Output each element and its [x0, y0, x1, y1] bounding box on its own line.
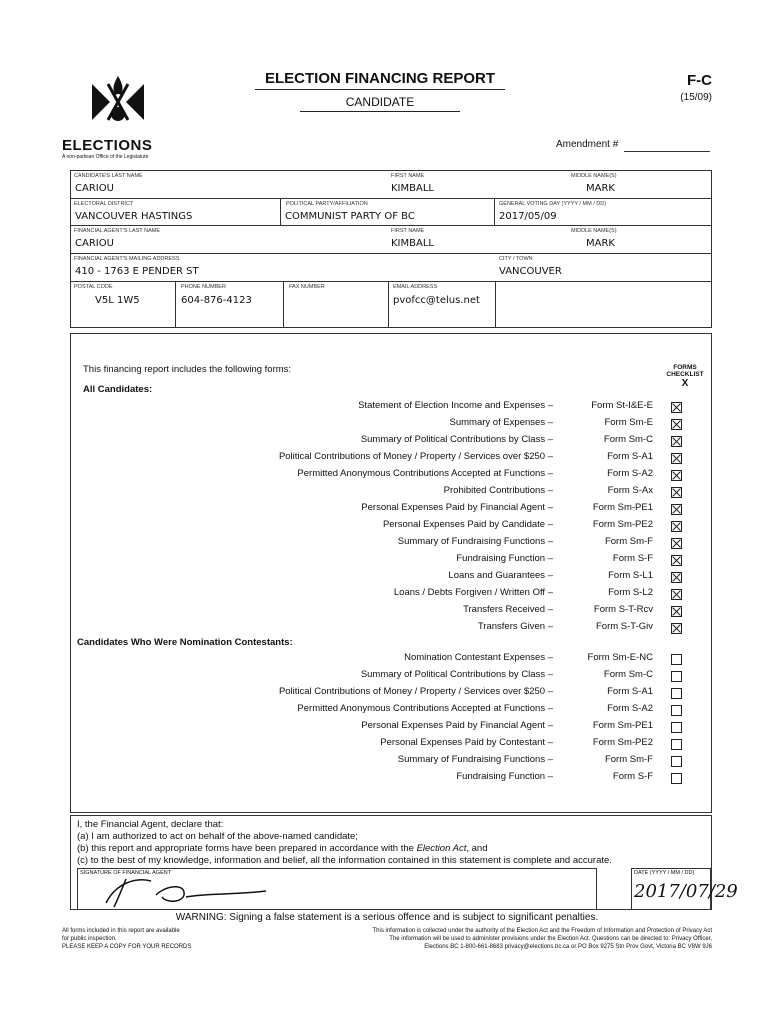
- form-checklist-row: [71, 468, 713, 484]
- form-description: Prohibited Contributions –: [443, 485, 553, 496]
- voting-day-field[interactable]: 2017/05/09: [499, 211, 557, 222]
- form-checkbox[interactable]: [671, 521, 682, 532]
- nomination-contestants-heading: Candidates Who Were Nomination Contestants:: [77, 637, 293, 648]
- form-checkbox[interactable]: [671, 722, 682, 733]
- form-checkbox[interactable]: [671, 538, 682, 549]
- form-code-label: Form Sm-C: [603, 669, 653, 680]
- forms-checklist-section: [70, 333, 712, 813]
- form-checkbox[interactable]: [671, 654, 682, 665]
- form-description: Summary of Fundraising Functions –: [397, 536, 553, 547]
- form-description: Summary of Political Contributions by Class –: [360, 669, 553, 680]
- grid-divider: [71, 199, 281, 225]
- form-checklist-row: [71, 434, 713, 450]
- form-checkbox[interactable]: [671, 589, 682, 600]
- form-code-label: Form Sm-PE1: [592, 720, 653, 731]
- form-checkbox[interactable]: [671, 756, 682, 767]
- declaration-line-4: (c) to the best of my knowledge, information and belief, all the information contained in this statement is complete and accurate.: [77, 855, 612, 866]
- agent-first-name-label: FIRST NAME: [391, 228, 425, 234]
- agent-first-name-field[interactable]: KIMBALL: [391, 238, 434, 249]
- form-code-label: Form S-L1: [608, 570, 653, 581]
- form-checkbox[interactable]: [671, 453, 682, 464]
- form-code-label: Form Sm-F: [604, 754, 653, 765]
- signature-date-label: DATE (YYYY / MM / DD): [634, 870, 695, 876]
- candidate-first-name-field[interactable]: KIMBALL: [391, 183, 434, 194]
- declaration-line-1: I, the Financial Agent, declare that:: [77, 819, 224, 830]
- form-checklist-row: [71, 720, 713, 736]
- grid-divider: [281, 199, 495, 225]
- form-description: Permitted Anonymous Contributions Accepted at Functions –: [297, 468, 553, 479]
- form-checkbox[interactable]: [671, 671, 682, 682]
- form-checkbox[interactable]: [671, 739, 682, 750]
- form-checklist-row: [71, 754, 713, 770]
- form-code: F-C: [687, 72, 712, 89]
- warning-notice: WARNING: Signing a false statement is a serious offence and is subject to significant penalties.: [175, 912, 599, 923]
- declaration-line-3-text: (b) this report and appropriate forms have been prepared in accordance with the: [77, 843, 417, 854]
- signature-date-value: 2017/07/29: [634, 881, 738, 902]
- elections-bc-logo-icon: [78, 72, 158, 132]
- form-checklist-row: [71, 400, 713, 416]
- footer-right-line-2: The information will be used to administer provisions under the Election Act. Questions can be directed to: Privacy Officer,: [389, 936, 712, 942]
- form-checklist-row: [71, 451, 713, 467]
- form-checkbox[interactable]: [671, 688, 682, 699]
- form-code-label: Form Sm-E: [604, 417, 653, 428]
- district-label: ELECTORAL DISTRICT: [74, 201, 134, 207]
- email-label: EMAIL ADDRESS: [393, 284, 438, 290]
- signature-date-field[interactable]: [631, 868, 738, 910]
- agent-last-name-label: FINANCIAL AGENT'S LAST NAME: [74, 228, 161, 234]
- footer-left-line-2: for public inspection.: [62, 936, 117, 942]
- form-checklist-row: [71, 570, 713, 586]
- footer-right-line-3: Elections BC 1-800-661-8683 privacy@elections.bc.ca or PO Box 9275 Stn Prov Govt, Victoria BC V8W 9J6: [424, 944, 712, 950]
- form-description: Permitted Anonymous Contributions Accepted at Functions –: [297, 703, 553, 714]
- form-checklist-row: [71, 604, 713, 620]
- voting-day-label: GENERAL VOTING DAY (YYYY / MM / DD): [499, 201, 607, 207]
- form-code-label: Form S-A2: [607, 703, 653, 714]
- form-checkbox[interactable]: [671, 487, 682, 498]
- form-description: Summary of Fundraising Functions –: [397, 754, 553, 765]
- signature-label: SIGNATURE OF FINANCIAL AGENT: [80, 870, 172, 876]
- form-checklist-row: [71, 771, 713, 787]
- form-description: Transfers Given –: [477, 621, 553, 632]
- form-description: Fundraising Function –: [456, 553, 553, 564]
- form-code-label: Form S-T-Rcv: [593, 604, 653, 615]
- address-label: FINANCIAL AGENT'S MAILING ADDRESS: [74, 256, 180, 262]
- declaration-section: [70, 815, 738, 910]
- agent-middle-name-label: MIDDLE NAME(S): [571, 228, 617, 234]
- form-checkbox[interactable]: [671, 419, 682, 430]
- candidate-info-grid: [70, 170, 712, 328]
- form-checkbox[interactable]: [671, 623, 682, 634]
- title-rule: [255, 89, 505, 90]
- form-code-label: Form S-F: [612, 553, 653, 564]
- form-code-label: Form S-L2: [608, 587, 653, 598]
- email-field[interactable]: pvofcc@telus.net: [393, 295, 480, 306]
- declaration-line-3-end: , and: [466, 843, 488, 854]
- form-checkbox[interactable]: [671, 504, 682, 515]
- footer-left: [62, 927, 242, 951]
- form-description: Political Contributions of Money / Property / Services over $250 –: [278, 451, 553, 462]
- form-checkbox[interactable]: [671, 555, 682, 566]
- page-title: ELECTION FINANCING REPORT: [264, 70, 495, 87]
- form-version-date: (15/09): [680, 92, 712, 103]
- district-field[interactable]: VANCOUVER HASTINGS: [75, 211, 193, 222]
- signature-scribble-icon: [96, 873, 296, 909]
- agent-middle-name-field[interactable]: MARK: [586, 238, 615, 249]
- checklist-header-forms: FORMS: [673, 364, 697, 371]
- form-description: Loans / Debts Forgiven / Written Off –: [393, 587, 553, 598]
- form-code-label: Form Sm-PE2: [592, 519, 653, 530]
- form-checklist-row: [71, 502, 713, 518]
- phone-label: PHONE NUMBER: [181, 284, 226, 290]
- form-checklist-row: [71, 652, 713, 668]
- forms-intro: This financing report includes the following forms:: [83, 364, 292, 375]
- grid-rule: [71, 253, 711, 254]
- election-act-title: Election Act: [416, 843, 467, 854]
- form-checklist-row: [71, 485, 713, 501]
- form-code-label: Form S-A1: [607, 451, 653, 462]
- declaration-line-2: (a) I am authorized to act on behalf of the above-named candidate;: [77, 831, 358, 842]
- footer-right: [232, 927, 712, 951]
- form-checkbox[interactable]: [671, 402, 682, 413]
- form-description: Fundraising Function –: [456, 771, 553, 782]
- form-description: Statement of Election Income and Expenses –: [358, 400, 553, 411]
- form-description: Loans and Guarantees –: [448, 570, 553, 581]
- form-checkbox[interactable]: [671, 773, 682, 784]
- grid-divider: [389, 282, 496, 328]
- phone-field[interactable]: 604-876-4123: [181, 295, 252, 306]
- footer-right-line-1: This information is collected under the authority of the Election Act and the Freedom of Information and Protection of Privacy Act: [372, 928, 712, 934]
- candidate-middle-name-label: MIDDLE NAME(S): [571, 173, 617, 179]
- subtitle-rule: [300, 111, 460, 112]
- candidate-last-name-field[interactable]: CARIOU: [75, 183, 114, 194]
- form-code-label: Form Sm-F: [604, 536, 653, 547]
- form-description: Personal Expenses Paid by Financial Agent –: [361, 502, 553, 513]
- form-checklist-row: [71, 536, 713, 552]
- form-checklist-row: [71, 417, 713, 433]
- form-checkbox[interactable]: [671, 606, 682, 617]
- form-code-label: Form S-A1: [607, 686, 653, 697]
- candidate-first-name-label: FIRST NAME: [391, 173, 425, 179]
- org-tagline: A non-partisan Office of the Legislature: [62, 154, 149, 160]
- form-code-label: Form Sm-E-NC: [587, 652, 653, 663]
- form-code-label: Form S-Ax: [607, 485, 653, 496]
- city-field[interactable]: VANCOUVER: [499, 266, 562, 277]
- form-checkbox[interactable]: [671, 572, 682, 583]
- postal-code-field[interactable]: V5L 1W5: [95, 295, 140, 306]
- grid-rule: [71, 225, 711, 226]
- form-checklist-row: [71, 519, 713, 535]
- form-checkbox[interactable]: [671, 470, 682, 481]
- city-label: CITY / TOWN: [499, 256, 533, 262]
- form-description: Summary of Expenses –: [449, 417, 553, 428]
- form-code-label: Form St-I&E-E: [591, 400, 653, 411]
- checklist-header-x: X: [681, 378, 689, 389]
- form-code-label: Form Sm-C: [603, 434, 653, 445]
- postal-code-label: POSTAL CODE: [74, 284, 113, 290]
- all-candidates-heading: All Candidates:: [83, 384, 153, 395]
- form-description: Personal Expenses Paid by Candidate –: [382, 519, 553, 530]
- form-checklist-row: [71, 621, 713, 637]
- party-label: POLITICAL PARTY/AFFILIATION: [286, 201, 368, 207]
- form-code-label: Form S-F: [612, 771, 653, 782]
- form-description: Personal Expenses Paid by Financial Agent –: [361, 720, 553, 731]
- signature-field[interactable]: [77, 868, 597, 910]
- form-checklist-row: [71, 703, 713, 719]
- checklist-header-checklist: CHECKLIST: [666, 371, 704, 378]
- candidate-middle-name-field[interactable]: MARK: [586, 183, 615, 194]
- footer-left-line-1: All forms included in this report are available: [62, 928, 180, 934]
- footer-left-line-3: PLEASE KEEP A COPY FOR YOUR RECORDS: [62, 944, 192, 950]
- form-checklist-row: [71, 737, 713, 753]
- form-checklist-row: [71, 553, 713, 569]
- form-description: Transfers Received –: [463, 604, 553, 615]
- address-field[interactable]: 410 - 1763 E PENDER ST: [75, 266, 199, 277]
- fax-label: FAX NUMBER: [289, 284, 325, 290]
- declaration-line-3: [77, 843, 488, 854]
- candidate-last-name-label: CANDIDATE'S LAST NAME: [74, 173, 143, 179]
- form-description: Political Contributions of Money / Property / Services over $250 –: [278, 686, 553, 697]
- form-code-label: Form S-A2: [607, 468, 653, 479]
- form-checklist-row: [71, 587, 713, 603]
- amendment-field[interactable]: [624, 151, 710, 152]
- form-checkbox[interactable]: [671, 436, 682, 447]
- form-description: Nomination Contestant Expenses –: [404, 652, 553, 663]
- party-field[interactable]: COMMUNIST PARTY OF BC: [285, 211, 415, 222]
- form-code-label: Form Sm-PE1: [592, 502, 653, 513]
- checklist-header: [655, 364, 715, 387]
- org-name: ELECTIONS: [62, 137, 153, 154]
- form-description: Personal Expenses Paid by Contestant –: [380, 737, 553, 748]
- amendment-label: Amendment #: [556, 139, 619, 150]
- page-subtitle: CANDIDATE: [345, 95, 415, 109]
- form-code-label: Form S-T-Giv: [596, 621, 653, 632]
- form-code-label: Form Sm-PE2: [592, 737, 653, 748]
- form-description: Summary of Political Contributions by Class –: [360, 434, 553, 445]
- form-checklist-row: [71, 669, 713, 685]
- form-checkbox[interactable]: [671, 705, 682, 716]
- agent-last-name-field[interactable]: CARIOU: [75, 238, 114, 249]
- form-checklist-row: [71, 686, 713, 702]
